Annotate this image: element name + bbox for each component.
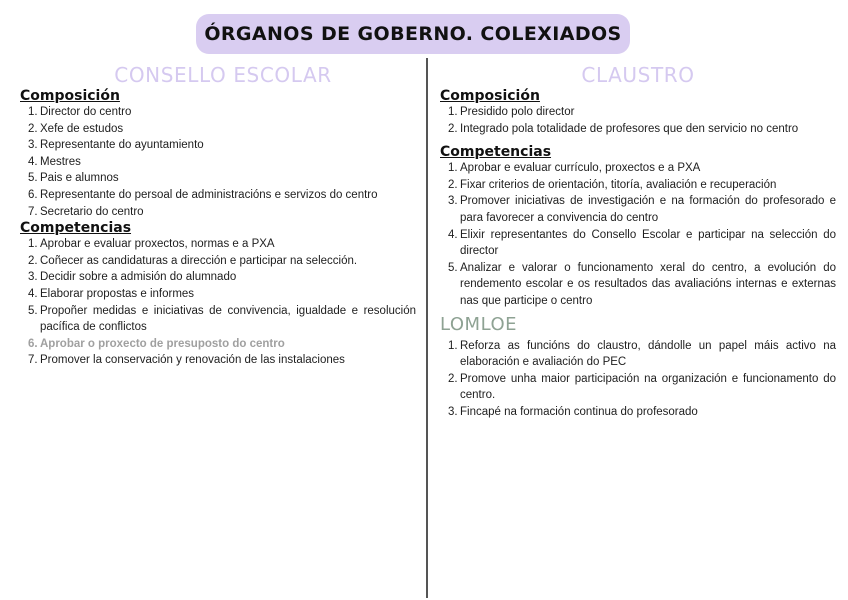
title-banner [196, 14, 630, 54]
competencias-list [20, 236, 416, 369]
list-item: 1. Reforza as funcións do claustro, dándolle un papel máis activo na elaboración e avaliación do PEC [448, 339, 836, 369]
composicion-list [20, 104, 416, 220]
column-divider [426, 58, 428, 598]
list-item: 5. Pais e alumnos [28, 172, 119, 185]
lomloe-list [440, 338, 836, 421]
list-item: 1. Presidido polo director [448, 106, 575, 118]
list-item: 2. Coñecer as candidaturas a dirección e participar na selección. [28, 254, 358, 267]
composicion-list [440, 104, 836, 137]
list-item: 6. Representante do persoal de administracións e servizos do centro [28, 188, 378, 201]
claustro-column [440, 62, 836, 421]
list-item: 2. Integrado pola totalidade de profesores que den servicio no centro [448, 122, 799, 135]
list-item: 5. Propoñer medidas e iniciativas de convivencia, igualdade e resolución pacífica de conflictos [28, 304, 416, 334]
claustro-heading: CLAUSTRO [581, 63, 695, 87]
list-item: 7. Secretario do centro [28, 205, 144, 218]
list-item: 1. Aprobar e evaluar currículo, proxectos e a PXA [448, 162, 701, 175]
competencias-list [440, 160, 836, 309]
list-item: 3. Representante do ayuntamiento [28, 139, 204, 152]
list-item: 7. Promover la conservación y renovación de las instalaciones [28, 354, 345, 367]
list-item: 4. Elaborar propostas e informes [28, 287, 195, 300]
list-item: 3. Decidir sobre a admisión do alumnado [28, 271, 237, 284]
consello-escolar-column [20, 62, 416, 369]
consello-escolar-heading: CONSELLO ESCOLAR [114, 63, 332, 87]
list-item: 3. Fincapé na formación continua do profesorado [448, 405, 698, 418]
composicion-heading: Composición [20, 88, 120, 104]
list-item: 2. Fixar criterios de orientación, titoría, avaliación e recuperación [448, 178, 777, 191]
list-item-muted: 6. Aprobar o proxecto de presuposto do centro [28, 337, 285, 350]
lomloe-heading: LOMLOE [440, 313, 518, 335]
page-title: ÓRGANOS DE GOBERNO. COLEXIADOS [204, 23, 622, 45]
list-item: 4. Elixir representantes do Consello Escolar e participar na selección do director [448, 228, 836, 258]
competencias-heading: Competencias [440, 144, 552, 161]
list-item: 1. Director do centro [28, 106, 132, 118]
list-item: 1. Aprobar e evaluar proxectos, normas e a PXA [28, 238, 275, 251]
list-item: 3. Promover iniciativas de investigación e na formación do profesorado e para favorecer a convivencia do centro [448, 195, 836, 224]
list-item: 4. Mestres [28, 155, 81, 168]
composicion-heading: Composición [440, 88, 540, 104]
list-item: 2. Promove unha maior participación na organización e funcionamento do centro. [448, 372, 836, 402]
competencias-heading: Competencias [20, 220, 132, 237]
list-item: 2. Xefe de estudos [28, 122, 124, 135]
list-item: 5. Analizar e valorar o funcionamento xeral do centro, a evolución do rendemento escolar e os resultados das avaliacións internas e externas nas que participe o centro [448, 261, 836, 307]
